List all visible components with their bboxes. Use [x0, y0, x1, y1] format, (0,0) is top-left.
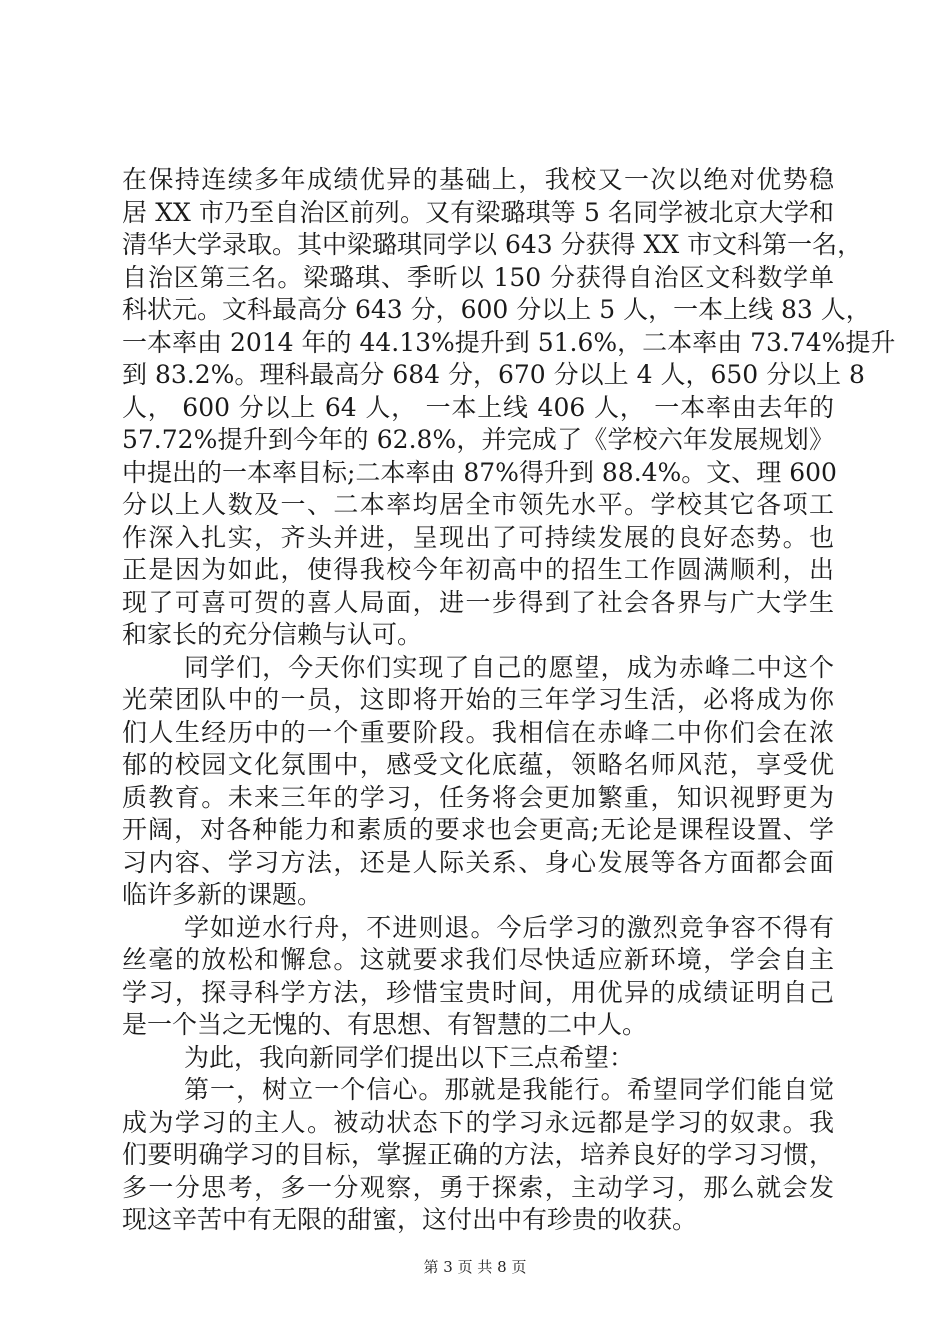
- text-line: 为此，我向新同学们提出以下三点希望：: [184, 1042, 635, 1072]
- text-line: 多一分思考，多一分观察，勇于探索，主动学习，那么就会发: [122, 1172, 834, 1202]
- page-number-footer: 第 3 页 共 8 页: [423, 1258, 527, 1276]
- text-line: 光荣团队中的一员，这即将开始的三年学习生活，必将成为你: [122, 685, 834, 714]
- text-line: 自治区第三名。梁璐琪、季昕以 150 分获得自治区文科数学单: [122, 262, 834, 292]
- text-line: 清华大学录取。其中梁璐琪同学以 643 分获得 XX 市文科第一名，: [122, 230, 863, 259]
- document-body: [122, 164, 896, 1237]
- text-line: 学如逆水行舟，不进则退。今后学习的激烈竞争容不得有: [184, 912, 834, 942]
- text-line: 临许多新的课题。: [122, 880, 323, 909]
- text-line: 分以上人数及一、二本率均居全市领先水平。学校其它各项工: [122, 490, 834, 519]
- text-line: 质教育。未来三年的学习，任务将会更加繁重，知识视野更为: [122, 782, 834, 812]
- text-line: 现了可喜可贺的喜人局面，进一步得到了社会各界与广大学生: [122, 587, 834, 617]
- text-line: 郁的校园文化氛围中，感受文化底蕴，领略名师风范，享受优: [122, 750, 834, 779]
- text-line: 同学们，今天你们实现了自己的愿望，成为赤峰二中这个: [184, 652, 834, 682]
- text-line: 学习，探寻科学方法，珍惜宝贵时间，用优异的成绩证明自己: [122, 977, 834, 1007]
- text-line: 和家长的充分信赖与认可。: [122, 620, 423, 649]
- text-line: 是一个当之无愧的、有思想、有智慧的二中人。: [122, 1010, 648, 1039]
- text-line: 57.72%提升到今年的 62.8%，并完成了《学校六年发展规划》: [122, 425, 834, 454]
- text-line: 到 83.2%。理科最高分 684 分，670 分以上 4 人，650 分以上 8: [122, 360, 865, 389]
- text-line: 第一，树立一个信心。那就是我能行。希望同学们能自觉: [184, 1075, 834, 1104]
- text-line: 在保持连续多年成绩优异的基础上，我校又一次以绝对优势稳: [122, 165, 834, 194]
- text-line: 一本率由 2014 年的 44.13%提升到 51.6%，二本率由 73.74%提升: [122, 327, 896, 357]
- text-line: 作深入扎实，齐头并进，呈现出了可持续发展的良好态势。也: [122, 522, 834, 552]
- text-line: 居 XX 市乃至自治区前列。又有梁璐琪等 5 名同学被北京大学和: [122, 197, 834, 227]
- text-line: 现这辛苦中有无限的甜蜜，这付出中有珍贵的收获。: [122, 1205, 698, 1234]
- text-line: 科状元。文科最高分 643 分，600 分以上 5 人，一本上线 83 人，: [122, 295, 871, 324]
- text-line: 开阔，对各种能力和素质的要求也会更高;无论是课程设置、学: [122, 815, 834, 844]
- text-line: 习内容、学习方法，还是人际关系、身心发展等各方面都会面: [122, 847, 834, 877]
- text-line: 们人生经历中的一个重要阶段。我相信在赤峰二中你们会在浓: [122, 717, 834, 747]
- text-line: 们要明确学习的目标，掌握正确的方法，培养良好的学习习惯，: [122, 1140, 834, 1169]
- text-line: 人， 600 分以上 64 人， 一本上线 406 人， 一本率由去年的: [122, 392, 834, 422]
- text-line: 正是因为如此，使得我校今年初高中的招生工作圆满顺利，出: [122, 555, 834, 584]
- text-line: 中提出的一本率目标;二本率由 87%得升到 88.4%。文、理 600: [122, 457, 837, 487]
- text-line: 成为学习的主人。被动状态下的学习永远都是学习的奴隶。我: [122, 1107, 834, 1137]
- text-line: 丝毫的放松和懈怠。这就要求我们尽快适应新环境，学会自主: [122, 945, 834, 974]
